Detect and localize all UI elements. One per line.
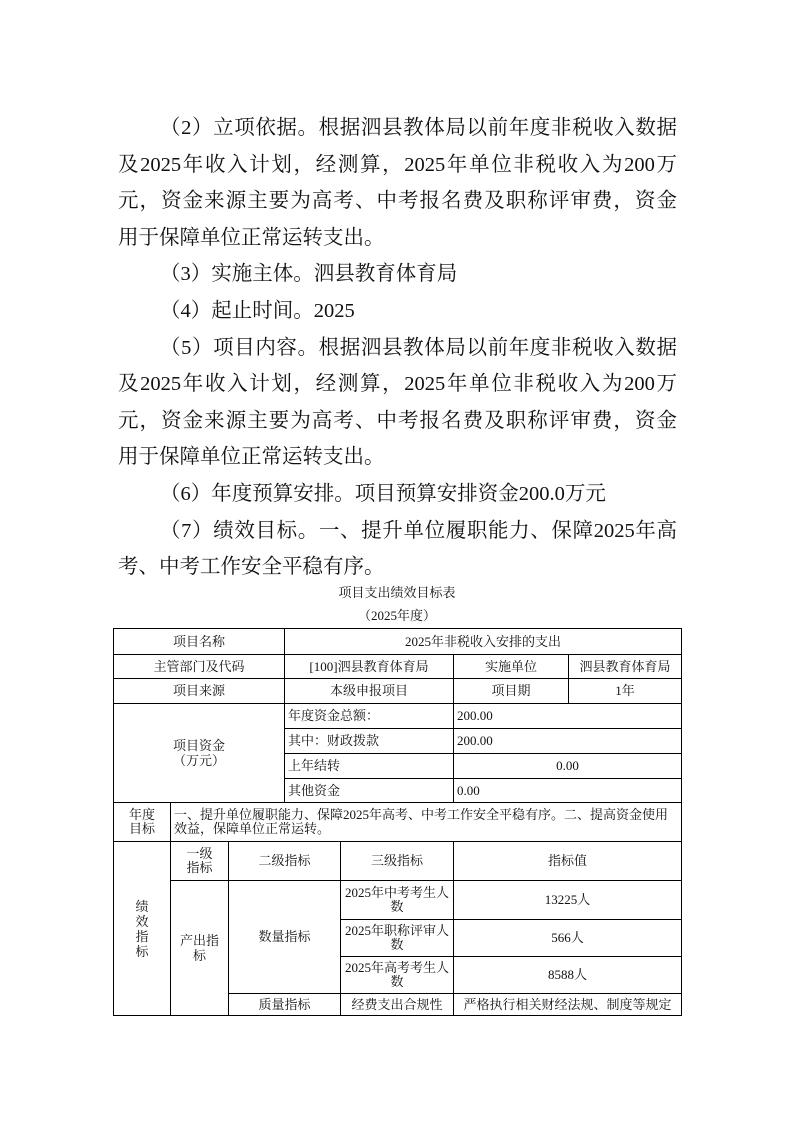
quality-item-value: 严格执行相关财经法规、制度等规定 bbox=[454, 994, 682, 1016]
funds-label-text: 项目资金（万元） bbox=[172, 738, 225, 768]
funds-total-value: 200.00 bbox=[454, 704, 682, 729]
paragraph-5-line-4: 用于保障单位正常运转支出。 bbox=[118, 446, 385, 469]
paragraph-3-line-1: （3）实施主体。泗县教育体育局 bbox=[160, 263, 458, 286]
table-title: 项目支出绩效目标表 bbox=[338, 585, 456, 600]
paragraph-5-line-3: 元，资金来源主要为高考、中考报名费及职称评审费，资金 bbox=[118, 409, 677, 432]
table-row bbox=[114, 704, 682, 729]
quantity-item-value: 13225人 bbox=[454, 881, 682, 920]
quantity-item-value: 566人 bbox=[454, 920, 682, 957]
output-label-text: 产出指标 bbox=[179, 933, 219, 963]
funds-fiscal-value: 200.00 bbox=[454, 729, 682, 754]
paragraph-6-line-1: （6）年度预算安排。项目预算安排资金200.0万元 bbox=[160, 482, 606, 505]
dept-value: [100]泗县教育体育局 bbox=[285, 655, 454, 679]
goal-label bbox=[114, 803, 171, 842]
paragraph-2-line-4: 用于保障单位正常运转支出。 bbox=[118, 226, 385, 249]
header-level1-text: 一级指标 bbox=[186, 846, 213, 875]
funds-other-label: 其他资金 bbox=[285, 779, 454, 803]
perf-label-text: 绩效指标 bbox=[135, 898, 149, 959]
table-row bbox=[114, 679, 682, 704]
table-row bbox=[114, 655, 682, 679]
paragraph-4-line-1: （4）起止时间。2025 bbox=[160, 299, 355, 322]
header-level3: 三级指标 bbox=[341, 842, 454, 881]
body-text bbox=[118, 110, 677, 586]
project-name-value: 2025年非税收入安排的支出 bbox=[285, 629, 682, 655]
goal-value: 一、提升单位履职能力、保障2025年高考、中考工作安全平稳有序。二、提高资金使用效益，保障单位正常运转。 bbox=[171, 803, 682, 842]
header-level1 bbox=[171, 842, 229, 881]
quality-item-name: 经费支出合规性 bbox=[341, 994, 454, 1016]
goal-label-text: 年度目标 bbox=[128, 807, 155, 836]
paragraph-7-line-2: 考、中考工作安全平稳有序。 bbox=[118, 556, 385, 579]
table-row bbox=[114, 803, 682, 842]
table-row bbox=[114, 629, 682, 655]
impl-value: 泗县教育体育局 bbox=[569, 655, 682, 679]
quantity-item-name: 2025年中考考生人数 bbox=[341, 881, 454, 920]
period-label: 项目期 bbox=[454, 679, 569, 704]
perf-label bbox=[114, 842, 171, 1016]
funds-fiscal-label: 其中：财政拨款 bbox=[285, 729, 454, 754]
funds-other-value: 0.00 bbox=[454, 779, 682, 803]
source-label: 项目来源 bbox=[114, 679, 285, 704]
quality-label: 质量指标 bbox=[229, 994, 341, 1016]
project-name-label: 项目名称 bbox=[114, 629, 285, 655]
paragraph-5-line-2: 及2025年收入计划，经测算，2025年单位非税收入为200万 bbox=[118, 373, 677, 396]
funds-total-label: 年度资金总额： bbox=[285, 704, 454, 729]
paragraph-5-line-1: （5）项目内容。根据泗县教体局以前年度非税收入数据 bbox=[160, 336, 677, 359]
quantity-item-name: 2025年高考考生人数 bbox=[341, 957, 454, 994]
funds-label bbox=[114, 704, 285, 803]
dept-label: 主管部门及代码 bbox=[114, 655, 285, 679]
funds-carryover-value: 0.00 bbox=[454, 754, 682, 779]
funds-carryover-label: 上年结转 bbox=[285, 754, 454, 779]
header-level2: 二级指标 bbox=[229, 842, 341, 881]
quantity-item-value: 8588人 bbox=[454, 957, 682, 994]
paragraph-2-line-2: 及2025年收入计划，经测算，2025年单位非税收入为200万 bbox=[118, 153, 677, 176]
paragraph-2-line-3: 元，资金来源主要为高考、中考报名费及职称评审费，资金 bbox=[118, 190, 677, 213]
table-subtitle: （2025年度） bbox=[357, 608, 436, 623]
table-row bbox=[114, 881, 682, 920]
source-value: 本级申报项目 bbox=[285, 679, 454, 704]
performance-target-table bbox=[113, 628, 682, 1016]
paragraph-2-line-1: （2）立项依据。根据泗县教体局以前年度非税收入数据 bbox=[160, 117, 677, 139]
table-row bbox=[114, 842, 682, 881]
impl-label: 实施单位 bbox=[454, 655, 569, 679]
quantity-label: 数量指标 bbox=[229, 881, 341, 994]
output-label bbox=[171, 881, 229, 1016]
paragraph-7-line-1: （7）绩效目标。一、提升单位履职能力、保障2025年高 bbox=[160, 519, 677, 542]
quantity-item-name: 2025年职称评审人数 bbox=[341, 920, 454, 957]
period-value: 1年 bbox=[569, 679, 682, 704]
header-value: 指标值 bbox=[454, 842, 682, 881]
